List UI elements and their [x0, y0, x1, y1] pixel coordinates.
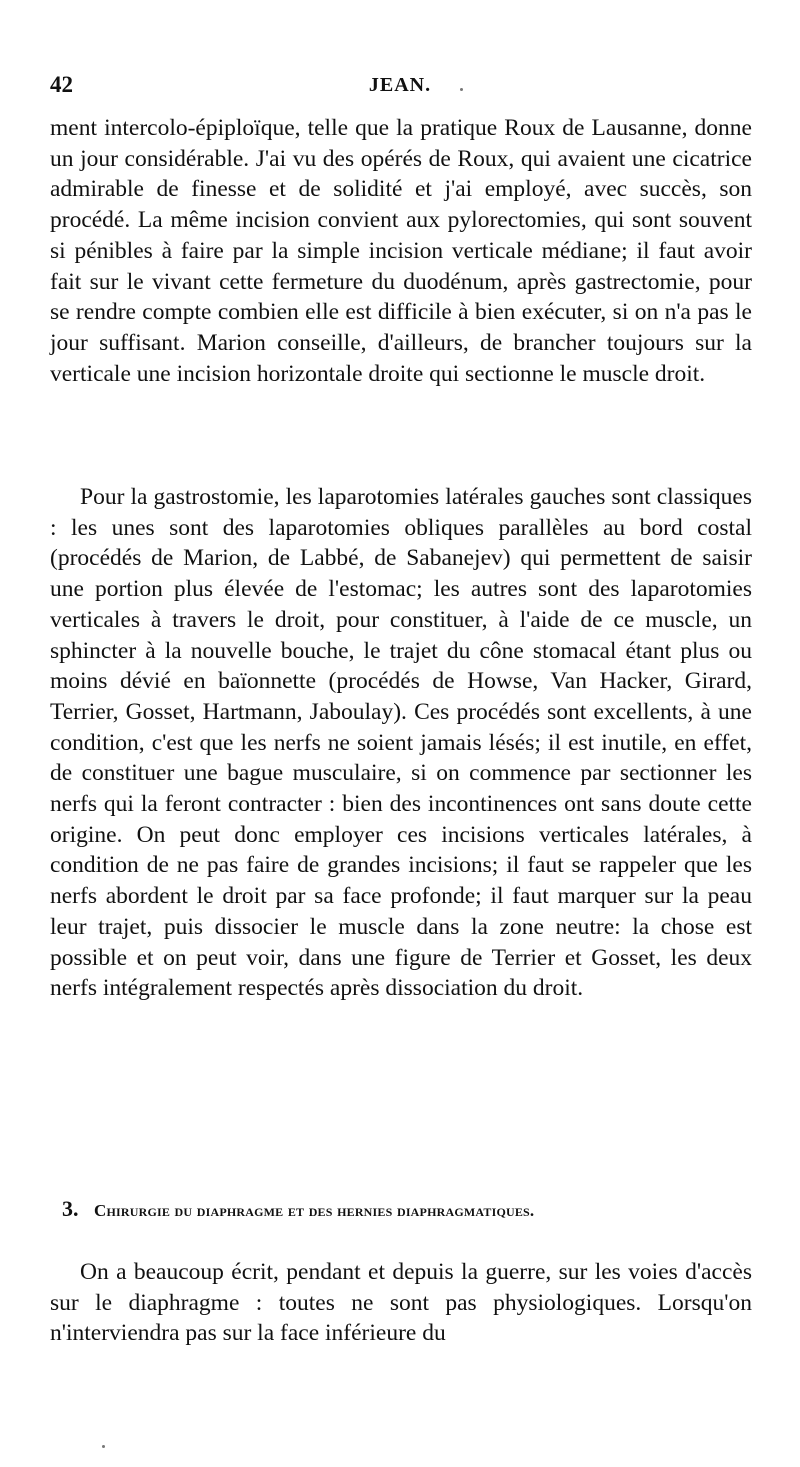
section-number: 3.	[62, 1196, 79, 1221]
section-heading	[62, 1196, 762, 1222]
print-speck	[460, 88, 463, 91]
body-paragraph: ment intercolo-épiploïque, telle que la pratique Roux de Lausanne, donne un jour considérable. J'ai vu des opérés de Roux, qui avaient une cicatrice admirable de finesse et de solidité et j'ai employé, avec succès, son procédé. La même incision convient aux pylorectomies, qui sont souvent si pénibles à faire par la simple incision verticale médiane; il faut avoir fait sur le vivant cette fermeture du duodénum, après gastrectomie, pour se rendre compte combien elle est difficile à bien exécuter, si on n'a pas le jour suffisant. Marion conseille, d'ailleurs, de brancher toujours sur la verticale une incision horizontale droite qui sectionne le muscle droit.	[50, 115, 752, 387]
section-title: Chirurgie du diaphragme et des hernies diaphragmatiques.	[94, 1201, 535, 1220]
body-paragraph: On a beaucoup écrit, pendant et depuis la guerre, sur les voies d'accès sur le diaphragme : toutes ne sont pas physiologiques. Lorsqu'on n'interviendra pas sur la face inférieure du	[50, 1259, 752, 1347]
body-paragraph: Pour la gastrostomie, les laparotomies latérales gauches sont classiques : les unes sont des laparotomies obliques parallèles au bord costal (procédés de Marion, de Labbé, de Sabanejev) qui permettent de saisir une portion plus élevée de l'estomac; les autres sont des laparotomies verticales à travers le droit, pour constituer, à l'aide de ce muscle, un sphincter à la nouvelle bouche, le trajet du cône stomacal étant plus ou moins dévié en baïonnette (procédés de Howse, Van Hacker, Girard, Terrier, Gosset, Hartmann, Jaboulay). Ces procédés sont excellents, à une condition, c'est que les nerfs ne soient jamais lésés; il est inutile, en effet, de constituer une bague musculaire, si on commence par sectionner les nerfs qui la feront contracter : bien des incontinences ont sans doute cette origine. On peut donc employer ces incisions verticales latérales, à condition de ne pas faire de grandes incisions; il faut se rappeler que les nerfs abordent le droit par sa face profonde; il faut marquer sur la peau leur trajet, puis dissocier le muscle dans la zone neutre: la chose est possible et on peut voir, dans une figure de Terrier et Gosset, les deux nerfs intégralement respectés après dissociation du droit.	[50, 484, 752, 1002]
print-speck	[102, 1445, 105, 1448]
running-head: JEAN.	[368, 74, 432, 96]
page-number: 42	[50, 72, 73, 97]
page-header	[50, 72, 750, 106]
